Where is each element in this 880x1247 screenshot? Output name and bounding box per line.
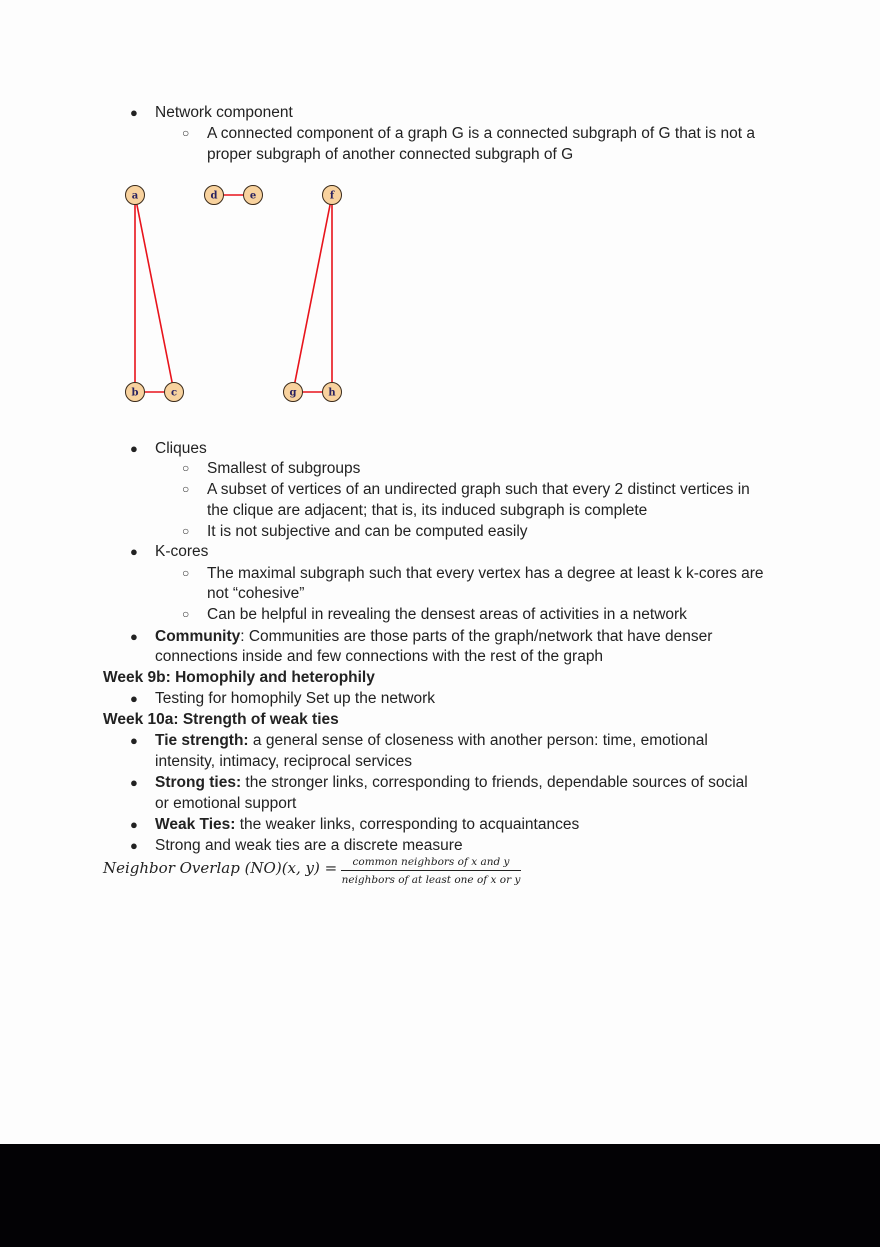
hollow-bullet-icon: ○ <box>182 566 190 580</box>
kcores-item-1-line1: The maximal subgraph such that every vertex has a degree at least k k-cores are <box>207 565 764 582</box>
node-a <box>126 186 145 205</box>
cliques-item-2-line1: A subset of vertices of an undirected graph such that every 2 distinct vertices in <box>207 481 750 498</box>
node-c <box>165 383 184 402</box>
weak-ties-def: the weaker links, corresponding to acquaintances <box>235 816 580 833</box>
bullet-icon: ● <box>130 544 138 559</box>
discrete-measure-line: Strong and weak ties are a discrete measure <box>155 837 463 854</box>
community-line1 <box>155 626 712 647</box>
edge-a-c <box>135 195 174 392</box>
formula-lhs: Neighbor Overlap (NO)(x, y) = <box>103 859 338 877</box>
svg-text:f: f <box>329 190 335 202</box>
hollow-bullet-icon: ○ <box>182 607 190 621</box>
node-d <box>205 186 224 205</box>
tie-strength-term: Tie strength: <box>155 732 249 749</box>
weak-ties-term: Weak Ties: <box>155 816 236 833</box>
strong-ties-line1 <box>155 772 748 793</box>
tie-strength-line1 <box>155 730 708 751</box>
hollow-bullet-icon: ○ <box>182 126 190 140</box>
bullet-icon: ● <box>130 441 138 456</box>
kcores-item-1-line2: not “cohesive” <box>207 585 305 602</box>
kcores-item-2: Can be helpful in revealing the densest areas of activities in a network <box>207 606 687 623</box>
hollow-bullet-icon: ○ <box>182 524 190 538</box>
cliques-title: Cliques <box>155 440 207 457</box>
community-term: Community <box>155 628 241 645</box>
formula-denominator: neighbors of at least one of x or y <box>341 874 521 886</box>
bullet-icon: ● <box>130 105 138 120</box>
bullet-icon: ● <box>130 629 138 644</box>
strong-ties-line2: or emotional support <box>155 795 297 812</box>
connected-components-graph <box>0 0 880 430</box>
graph-edges <box>135 195 332 392</box>
strong-ties-term: Strong ties: <box>155 774 242 791</box>
week9b-item-1: Testing for homophily Set up the network <box>155 690 436 707</box>
kcores-title: K-cores <box>155 543 209 560</box>
strong-ties-def: the stronger links, corresponding to friends, dependable sources of social <box>241 774 748 791</box>
edge-f-g <box>293 195 332 392</box>
svg-text:g: g <box>289 387 297 399</box>
svg-text:a: a <box>131 190 139 202</box>
svg-text:c: c <box>170 387 178 399</box>
node-b <box>126 383 145 402</box>
cliques-item-3: It is not subjective and can be computed easily <box>207 523 528 540</box>
cliques-item-2-line2: the clique are adjacent; that is, its induced subgraph is complete <box>207 502 648 519</box>
network-component-def-line2: proper subgraph of another connected subgraph of G <box>207 146 574 163</box>
community-def: : Communities are those parts of the graph/network that have denser <box>240 628 713 645</box>
graph-nodes <box>126 186 342 402</box>
svg-text:d: d <box>210 190 218 202</box>
network-component-def-line1: A connected component of a graph G is a connected subgraph of G that is not a <box>207 125 756 142</box>
svg-text:b: b <box>131 387 139 399</box>
node-h <box>323 383 342 402</box>
bullet-icon: ● <box>130 733 138 748</box>
bullet-icon: ● <box>130 838 138 853</box>
svg-text:e: e <box>249 190 257 202</box>
community-line2: connections inside and few connections with the rest of the graph <box>155 648 604 665</box>
tie-strength-def: a general sense of closeness with another person: time, emotional <box>248 732 708 749</box>
node-e <box>244 186 263 205</box>
bullet-icon: ● <box>130 775 138 790</box>
node-f <box>323 186 342 205</box>
weak-ties-line <box>155 814 579 835</box>
formula-numerator: common neighbors of x and y <box>352 856 510 868</box>
hollow-bullet-icon: ○ <box>182 461 190 475</box>
bullet-icon: ● <box>130 817 138 832</box>
week10a-heading: Week 10a: Strength of weak ties <box>103 711 339 728</box>
cliques-item-1: Smallest of subgroups <box>207 460 361 477</box>
node-g <box>284 383 303 402</box>
black-bottom-bar <box>0 1144 880 1247</box>
hollow-bullet-icon: ○ <box>182 482 190 496</box>
bullet-icon: ● <box>130 691 138 706</box>
tie-strength-line2: intensity, intimacy, reciprocal services <box>155 753 412 770</box>
fraction-bar <box>341 870 521 871</box>
formula-fraction <box>341 855 521 887</box>
network-component-title: Network component <box>155 104 293 121</box>
svg-text:h: h <box>328 387 336 399</box>
week9b-heading: Week 9b: Homophily and heterophily <box>103 669 375 686</box>
